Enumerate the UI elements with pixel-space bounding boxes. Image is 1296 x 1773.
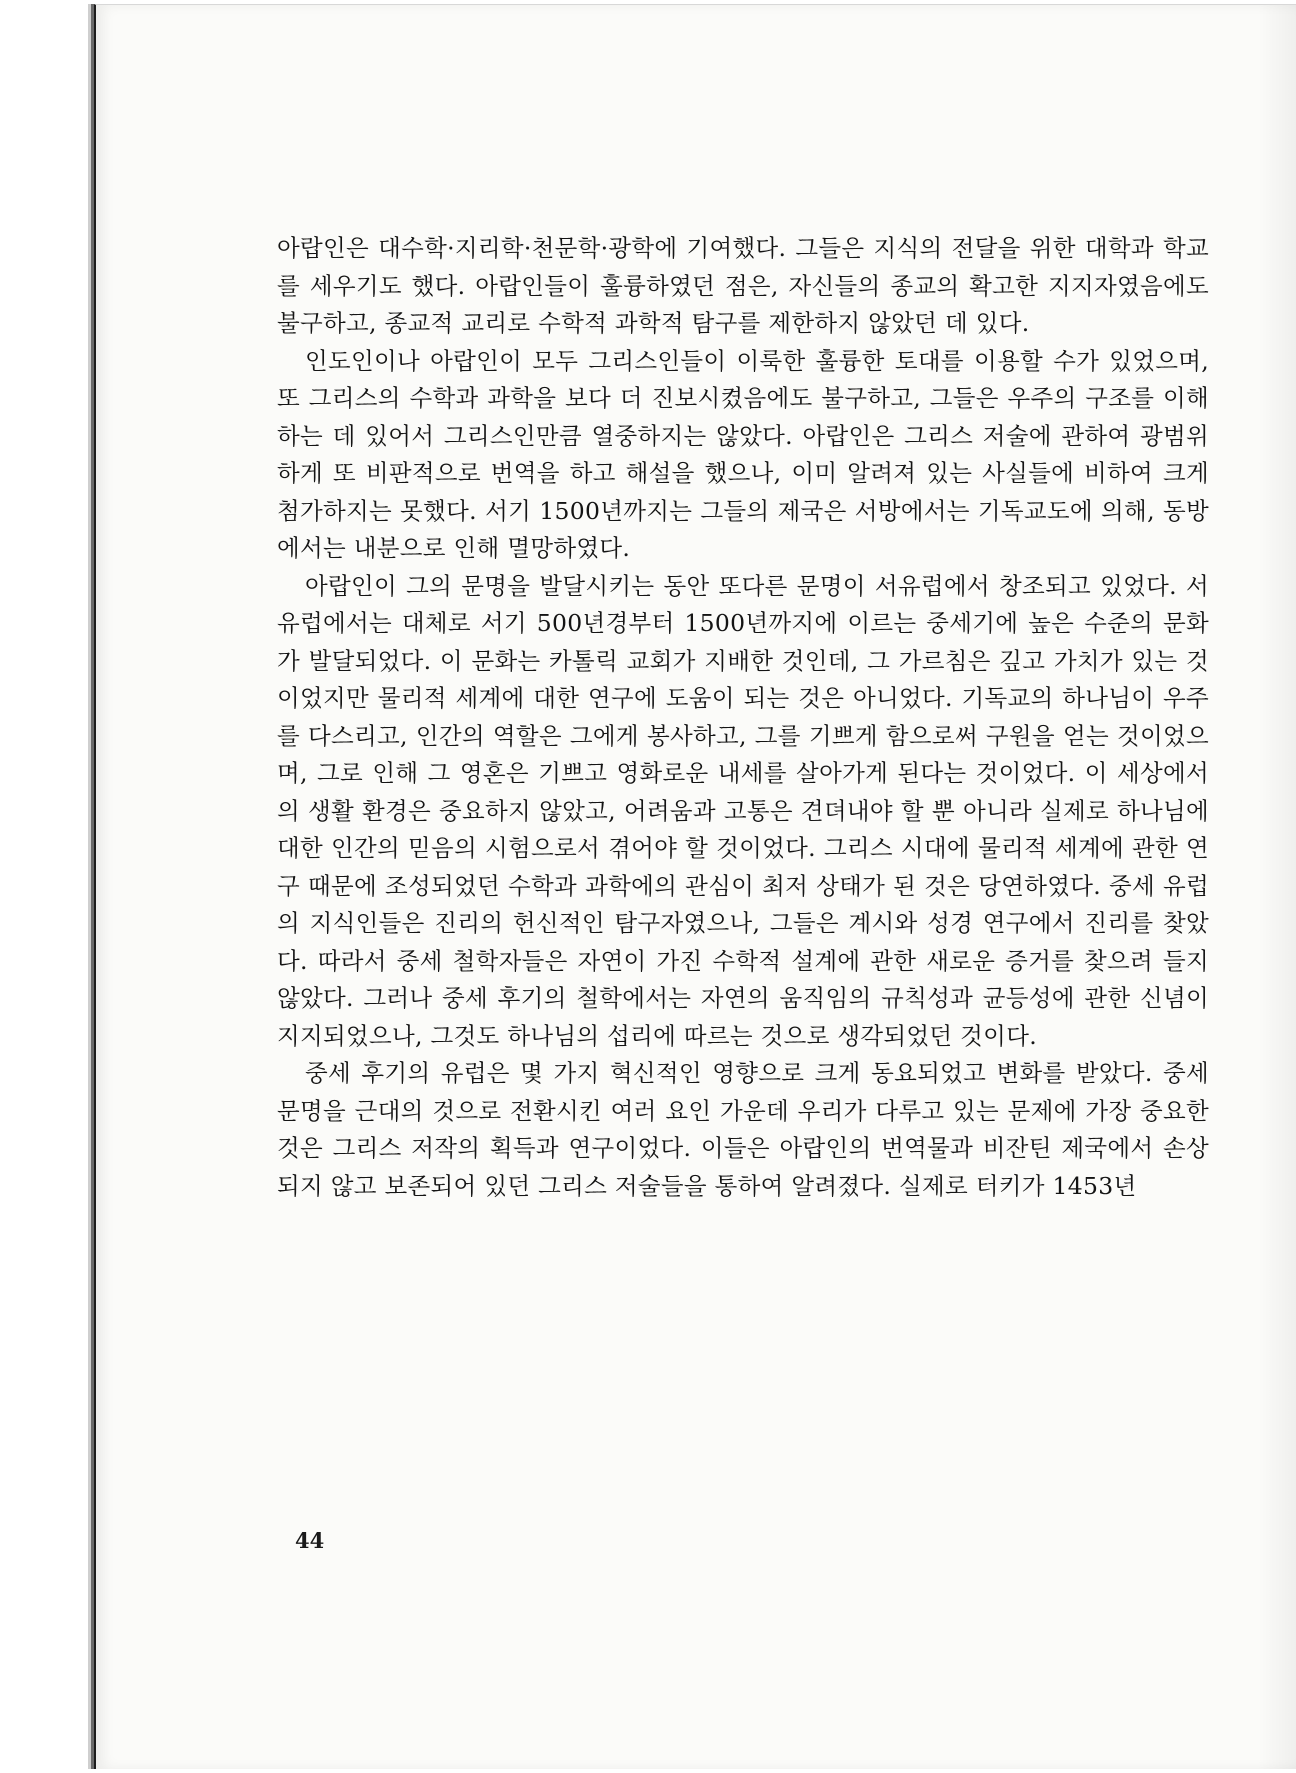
body-text <box>277 230 1209 1205</box>
paragraph-2: 인도인이나 아랍인이 모두 그리스인들이 이룩한 훌륭한 토대를 이용할 수가 있었으며, 또 그리스의 수학과 과학을 보다 더 진보시켰음에도 불구하고, 그들은 우주의 구조를 이해하는 데 있어서 그리스인만큼 열중하지는 않았다. 아랍인은 그리스 저술에 관하여 광범위하게 또 비판적으로 번역을 하고 해설을 했으나, 이미 알려져 있는 사실들에 비하여 크게 첨가하지는 못했다. 서기 1500년까지는 그들의 제국은 서방에서는 기독교도에 의해, 동방에서는 내분으로 인해 멸망하였다. <box>277 346 1209 562</box>
paragraph-3: 아랍인이 그의 문명을 발달시키는 동안 또다른 문명이 서유럽에서 창조되고 있었다. 서유럽에서는 대체로 서기 500년경부터 1500년까지에 이르는 중세기에 높은 수준의 문화가 발달되었다. 이 문화는 카톨릭 교회가 지배한 것인데, 그 가르침은 깊고 가치가 있는 것이었지만 물리적 세계에 대한 연구에 도움이 되는 것은 아니었다. 기독교의 하나님이 우주를 다스리고, 인간의 역할은 그에게 봉사하고, 그를 기쁘게 함으로써 구원을 얻는 것이었으며, 그로 인해 그 영혼은 기쁘고 영화로운 내세를 살아가게 된다는 것이었다. 이 세상에서의 생활 환경은 중요하지 않았고, 어려움과 고통은 견뎌내야 할 뿐 아니라 실제로 하나님에 대한 인간의 믿음의 시험으로서 겪어야 할 것이었다. 그리스 시대에 물리적 세계에 관한 연구 때문에 조성되었던 수학과 과학에의 관심이 최저 상태가 된 것은 당연하였다. 중세 유럽의 지식인들은 진리의 헌신적인 탐구자였으나, 그들은 계시와 성경 연구에서 진리를 찾았다. 따라서 중세 철학자들은 자연이 가진 수학적 설계에 관한 새로운 증거를 찾으려 들지 않았다. 그러나 중세 후기의 철학에서는 자연의 움직임의 규칙성과 균등성에 관한 신념이 지지되었으나, 그것도 하나님의 섭리에 따르는 것으로 생각되었던 것이다. <box>277 571 1209 1050</box>
book-page <box>94 4 1296 1769</box>
paragraph-4: 중세 후기의 유럽은 몇 가지 혁신적인 영향으로 크게 동요되었고 변화를 받았다. 중세 문명을 근대의 것으로 전환시킨 여러 요인 가운데 우리가 다루고 있는 문제에 가장 중요한 것은 그리스 저작의 획득과 연구이었다. 이들은 아랍인의 번역물과 비잔틴 제국에서 손상되지 않고 보존되어 있던 그리스 저술들을 통하여 알려졌다. 실제로 터키가 1453년 <box>277 1059 1209 1200</box>
paragraph-1: 아랍인은 대수학·지리학·천문학·광학에 기여했다. 그들은 지식의 전달을 위한 대학과 학교를 세우기도 했다. 아랍인들이 훌륭하였던 점은, 자신들의 종교의 확고한 지지자였음에도 불구하고, 종교적 교리로 수학적 과학적 탐구를 제한하지 않았던 데 있다. <box>277 234 1209 337</box>
page-number: 44 <box>295 1528 325 1553</box>
page-edge-shading <box>1258 5 1296 1769</box>
